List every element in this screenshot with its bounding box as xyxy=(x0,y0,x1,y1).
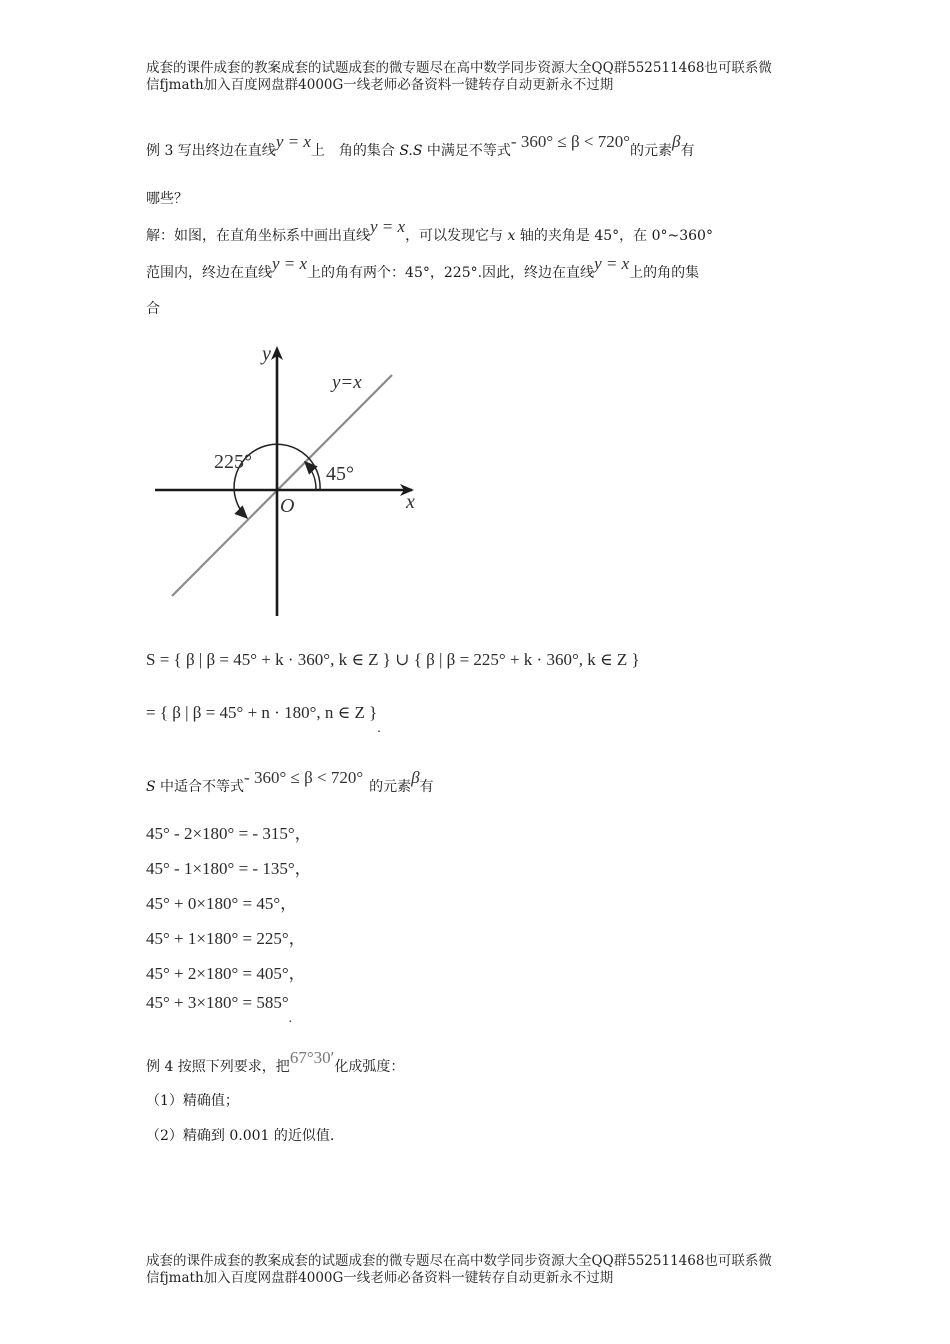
y-axis-label: y xyxy=(262,343,271,365)
example3-mid2: 中满足不等式 xyxy=(422,143,511,159)
element-item: 45° + 1×180° = 225°， xyxy=(146,929,306,948)
page-header xyxy=(146,60,806,94)
example3-question-line2: 哪些？ xyxy=(146,191,188,207)
coordinate-diagram xyxy=(150,338,430,623)
solution-l2b: 上的角有两个：45°，225°.因此，终边在直线 xyxy=(307,265,595,281)
element-item: 45° - 2×180° = - 315°， xyxy=(146,824,312,843)
result-statement xyxy=(146,768,806,797)
elements-period: . xyxy=(288,1011,293,1026)
line-label: y=x xyxy=(332,372,362,393)
set-name: S.S xyxy=(399,143,423,159)
solution-l1a: 解：如图，在直角坐标系中画出直线 xyxy=(146,228,370,244)
result-b: 的元素 xyxy=(369,779,412,795)
result-c: 有 xyxy=(419,779,434,795)
solution-l2a: 范围内，终边在直线 xyxy=(146,265,272,281)
angle-value: 67°30′ xyxy=(289,1048,335,1067)
set-s: S xyxy=(146,779,156,795)
inequality: - 360° ≤ β < 720° xyxy=(244,768,364,787)
footer-line-1: 成套的课件成套的教案成套的试题成套的微专题尽在高中数学同步资源大全QQ群552511468也可联系微 xyxy=(146,1253,772,1269)
line-y-equals-x xyxy=(172,375,392,596)
element-item: 45° + 2×180° = 405°， xyxy=(146,964,306,983)
x-axis-label: x xyxy=(406,491,415,513)
element-item-text: 45° + 3×180° = 585° xyxy=(146,993,289,1012)
example3-question xyxy=(146,132,806,161)
set-equation-line-2 xyxy=(146,703,381,736)
solution-l1b: ，可以发现它与 xyxy=(405,228,508,244)
set-equation-period: . xyxy=(377,721,381,736)
footer-line-2: 信fjmath加入百度网盘群4000G一线老师必备资料一键转存自动更新永不过期 xyxy=(146,1270,614,1286)
example4-question xyxy=(146,1048,806,1077)
result-a: 中适合不等式 xyxy=(155,779,245,795)
example3-prefix: 例 3 写出终边在直线 xyxy=(146,143,276,159)
example3-suffix2: 有 xyxy=(680,143,695,159)
angle-225-label: 225° xyxy=(214,451,252,473)
example3-suffix1: 的元素 xyxy=(630,143,672,159)
element-item: 45° + 0×180° = 45°， xyxy=(146,894,298,913)
example4-suffix: 化成弧度： xyxy=(334,1059,405,1075)
inequality: - 360° ≤ β < 720° xyxy=(510,132,630,151)
header-line-2: 信fjmath加入百度网盘群4000G一线老师必备资料一键转存自动更新永不过期 xyxy=(146,77,614,93)
line-equation: y = x xyxy=(272,254,308,273)
line-equation: y = x xyxy=(594,254,630,273)
x-variable: x xyxy=(507,228,516,244)
beta-symbol: β xyxy=(411,768,420,787)
solution-line-2 xyxy=(146,254,806,283)
example4-prefix: 例 4 按照下列要求，把 xyxy=(146,1059,290,1075)
line-equation: y = x xyxy=(370,217,406,236)
solution-line-3: 合 xyxy=(146,301,160,317)
set-equation-line-2-text: = { β | β = 45° + n · 180°, n ∈ Z } xyxy=(146,703,378,722)
beta-symbol: β xyxy=(672,132,681,151)
line-equation: y = x xyxy=(275,132,311,151)
page-footer xyxy=(146,1253,806,1287)
example4-item-2: （2）精确到 0.001 的近似值. xyxy=(146,1128,335,1144)
angle-45-label: 45° xyxy=(326,463,354,485)
example4-item-1: （1）精确值； xyxy=(146,1093,239,1109)
solution-line-1 xyxy=(146,217,806,246)
origin-label: O xyxy=(280,495,295,517)
example3-mid: 上 角的集合 xyxy=(310,143,400,159)
solution-l2c: 上的角的集 xyxy=(629,265,700,281)
element-item xyxy=(146,993,293,1026)
set-equation-line-1: S = { β | β = 45° + k · 360°, k ∈ Z } ∪ { β | β = 225° + k · 360°, k ∈ Z } xyxy=(146,650,640,669)
solution-l1c: 轴的夹角是 45°，在 0°~360° xyxy=(515,228,713,244)
header-line-1: 成套的课件成套的教案成套的试题成套的微专题尽在高中数学同步资源大全QQ群552511468也可联系微 xyxy=(146,60,772,76)
element-item: 45° - 1×180° = - 135°， xyxy=(146,859,312,878)
